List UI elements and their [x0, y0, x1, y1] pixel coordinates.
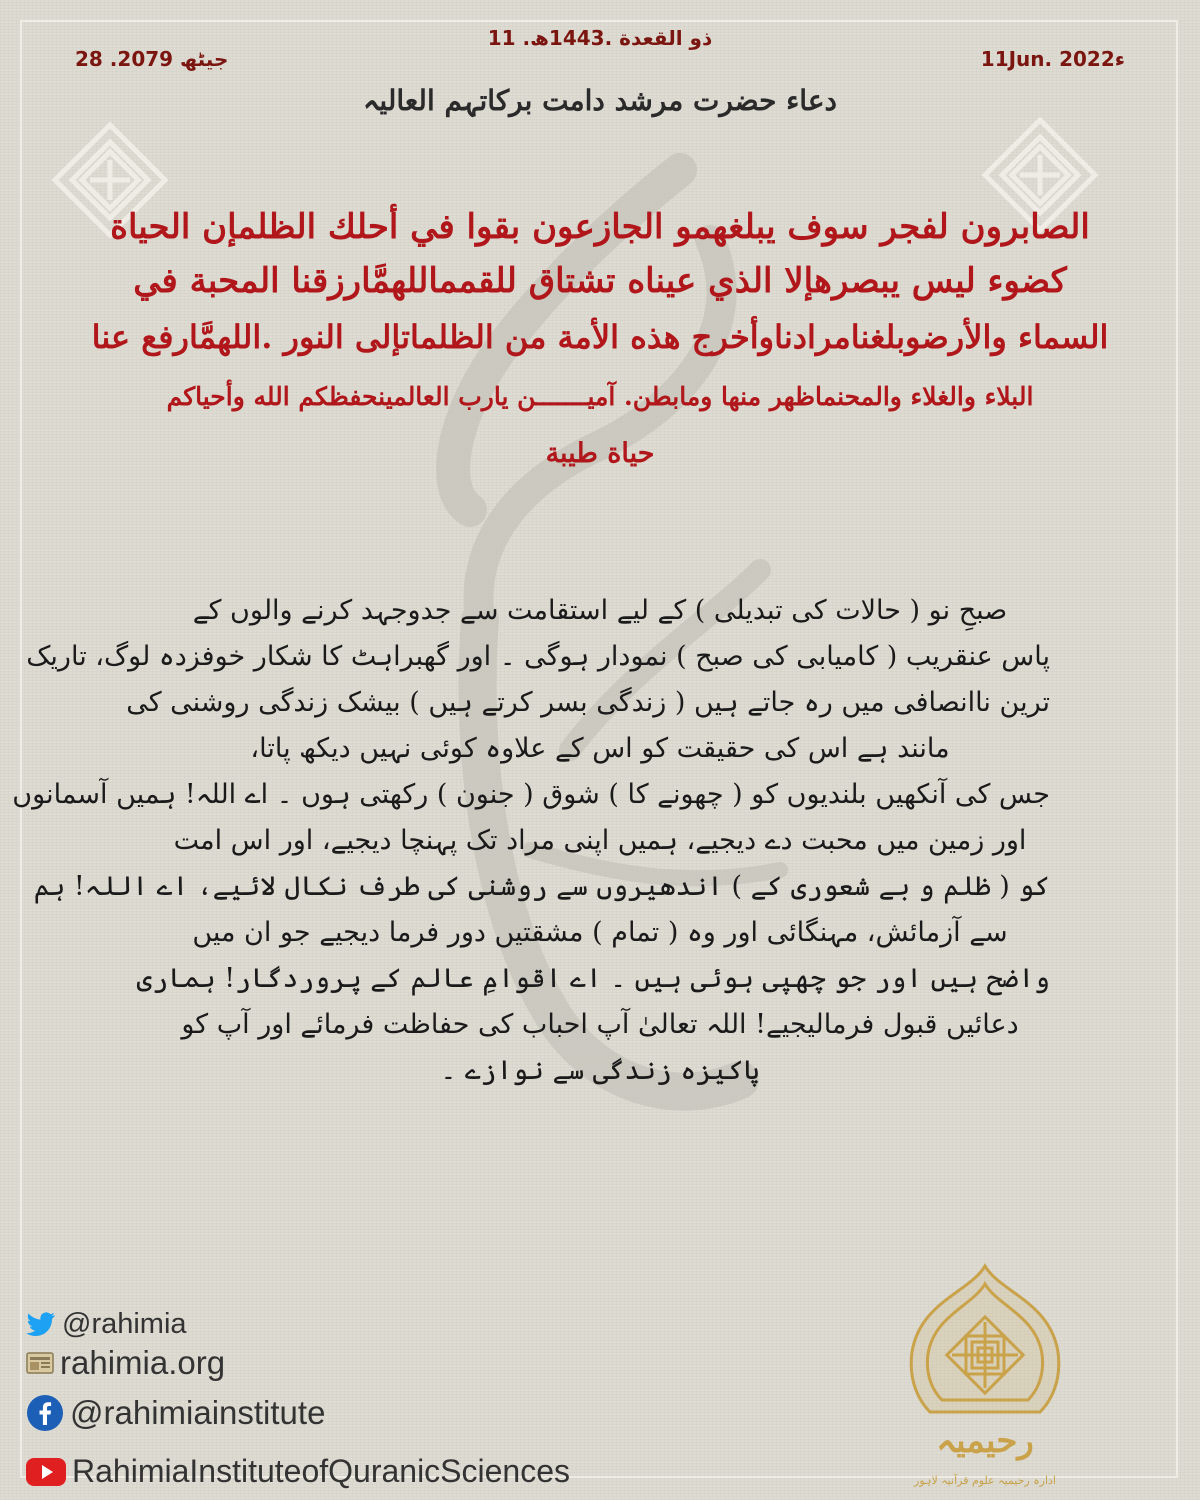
gregorian-date: 11Jun. 2022ء: [980, 47, 1125, 71]
youtube-link[interactable]: [26, 1453, 570, 1490]
facebook-link[interactable]: [26, 1394, 325, 1432]
twitter-icon: [26, 1312, 56, 1338]
urdu-line: سے آزمائش، مہنگائی اور وہ ( تمام ) مشقتیں دور فرما دیجیے جو ان میں: [192, 917, 1008, 948]
rahimia-logo-icon: [900, 1262, 1070, 1494]
facebook-handle: @rahimiainstitute: [70, 1394, 326, 1431]
urdu-line: جس کی آنکھیں بلندیوں کو ( چھونے کا ) شوق ( جنون ) رکھتی ہوں ۔ اے اللہ! ہمیں آسمانوں: [12, 779, 1050, 810]
urdu-line: مانند ہے اس کی حقیقت کو اس کے علاوہ کوئی نہیں دیکھ پاتا،: [250, 733, 950, 764]
urdu-line: ترین ناانصافی میں رہ جاتے ہیں ( زندگی بسر کرتے ہیں ) بیشک زندگی روشنی کی: [126, 687, 1050, 718]
youtube-icon: [26, 1458, 66, 1486]
hijri-date: 11 .ذو القعدة .1443ھ: [487, 26, 713, 50]
facebook-icon: [26, 1394, 64, 1432]
arabic-line: الصابرون لفجر سوف يبلغهمو الجازعون بقوا في أحلك الظلمإن الحياة: [110, 207, 1090, 247]
arabic-line: السماء والأرضوبلغنامرادناوأخرج هذه الأمة من الظلماتإلى النور .اللهمَّارفع عنا: [91, 318, 1109, 356]
arabic-line: البلاء والغلاء والمحنماظهر منها ومابطن. آمیـــــــن یارب العالمینحفظكم الله وأحياكم: [166, 382, 1034, 411]
youtube-channel: RahimiaInstituteofQuranicSciences: [72, 1453, 571, 1489]
bikrami-date: 28 .جیٹھ 2079: [75, 47, 229, 71]
web-icon: [26, 1351, 54, 1375]
arabic-line: حياة طيبة: [545, 438, 655, 469]
urdu-line: اور زمین میں محبت دے دیجیے، ہمیں اپنی مراد تک پہنچا دیجیے، اور اس امت: [173, 825, 1027, 856]
urdu-line: پاکیزہ زندگی سے نوازے ۔: [440, 1055, 760, 1086]
logo-name: رحیمیہ: [936, 1421, 1034, 1461]
page-title: دعاء حضرت مرشد دامت برکاتہم العالیہ: [362, 84, 838, 117]
twitter-handle: @rahimia: [62, 1308, 187, 1340]
twitter-link[interactable]: [26, 1308, 187, 1341]
urdu-line: دعائیں قبول فرمالیجیے! اللہ تعالیٰ آپ احباب کی حفاظت فرمائے اور آپ کو: [181, 1009, 1019, 1040]
urdu-line: واضح ہیں اور جو چھپی ہوئی ہیں ۔ اے اقوامِ عالم کے پروردگار! ہماری: [136, 963, 1050, 994]
website-link[interactable]: [26, 1344, 225, 1382]
website-url: rahimia.org: [60, 1344, 226, 1381]
arabic-line: كضوء ليس يبصرهإلا الذي عيناه تشتاق للقمماللهمَّارزقنا المحبة في: [133, 261, 1067, 301]
urdu-translation: [12, 588, 1050, 1094]
urdu-line: کو ( ظلم و بے شعوری کے ) اندھیروں سے روشنی کی طرف نکال لائیے، اے اللہ! ہم: [33, 871, 1050, 902]
arabic-dua: [80, 200, 1120, 480]
logo-subtitle: ادارہ رحیمیہ علوم قرآنیہ لاہور: [914, 1474, 1056, 1487]
urdu-line: پاس عنقریب ( کامیابی کی صبح ) نمودار ہوگی ۔ اور گھبراہٹ کا شکار خوفزدہ لوگ، تاریک: [26, 641, 1050, 672]
urdu-line: صبحِ نو ( حالات کی تبدیلی ) کے لیے استقامت سے جدوجہد کرنے والوں کے: [192, 595, 1008, 626]
